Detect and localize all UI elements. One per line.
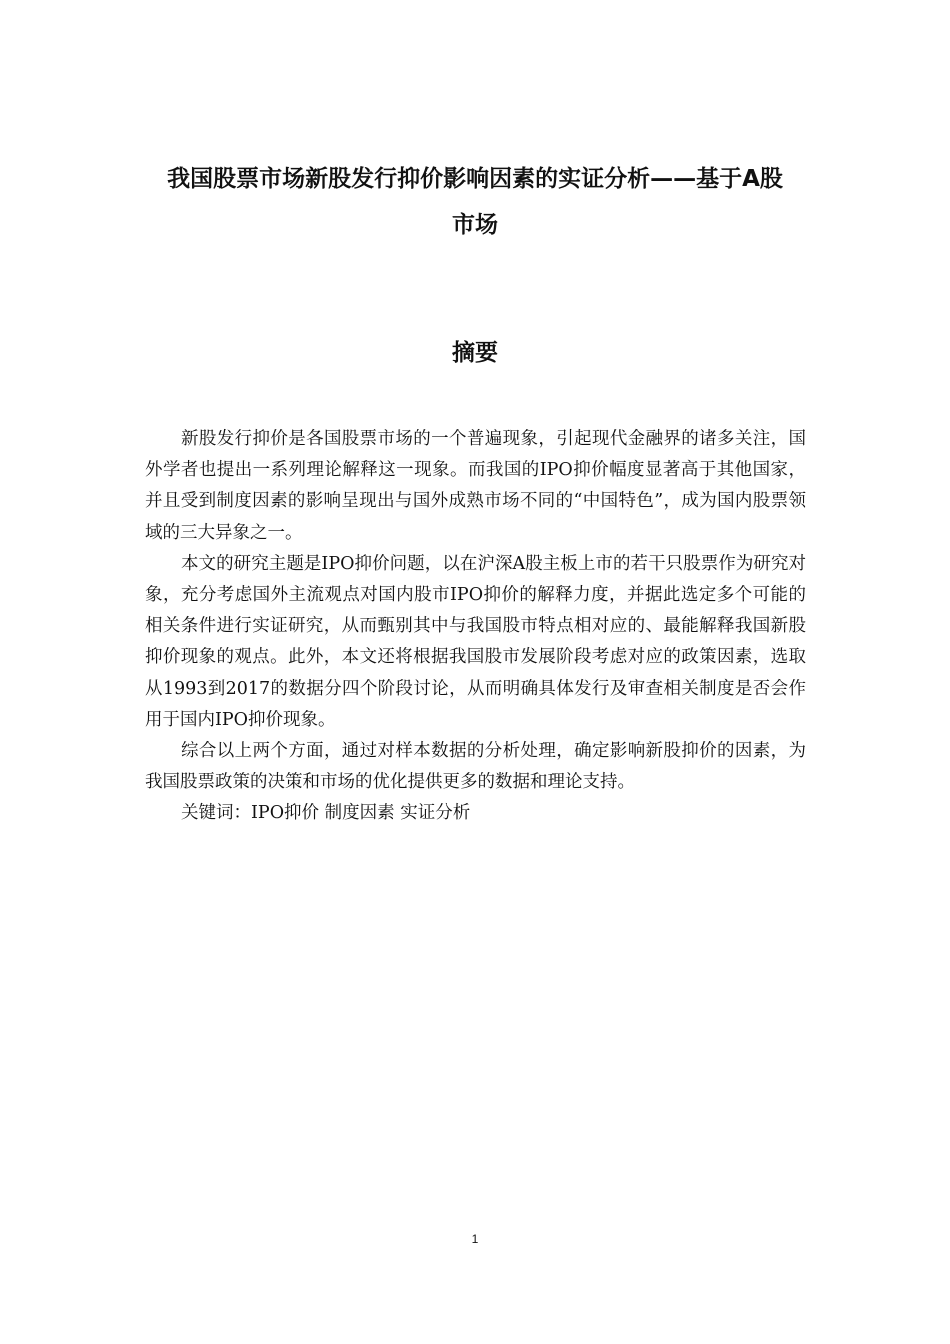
keyword-ipo-underpricing: IPO抑价 [251, 803, 320, 824]
document-title-line-1: 我国股票市场新股发行抑价影响因素的实证分析——基于A股 [167, 166, 783, 192]
abstract-paragraph-2: 本文的研究主题是IPO抑价问题，以在沪深A股主板上市的若干只股票作为研究对象，充分考虑国外主流观点对国内股市IPO抑价的解释力度，并据此选定多个可能的相关条件进行实证研究，从而甄别其中与我国股市特点相对应的、最能解释我国新股抑价现象的观点。此外，本文还将根据我国股市发展阶段考虑对应的政策因素，选取从1993到2017的数据分四个阶段讨论，从而明确具体发行及审查相关制度是否会作用于国内IPO抑价现象。 [145, 553, 806, 730]
abstract-heading: 摘要 [452, 340, 498, 366]
keyword-institutional-factors: 制度因素 [324, 803, 395, 824]
document-title-line-2: 市场 [452, 212, 498, 238]
abstract-paragraph-1: 新股发行抑价是各国股票市场的一个普遍现象，引起现代金融界的诸多关注，国外学者也提出一系列理论解释这一现象。而我国的IPO抑价幅度显著高于其他国家，并且受到制度因素的影响呈现出与国外成熟市场不同的“中国特色”，成为国内股票领域的三大异象之一。 [145, 429, 806, 543]
keywords-label: 关键词： [181, 803, 251, 824]
keywords-line [145, 798, 806, 829]
abstract-body [145, 424, 806, 830]
keyword-empirical-analysis: 实证分析 [400, 803, 471, 824]
page-number: 1 [471, 1232, 479, 1246]
abstract-paragraph-3: 综合以上两个方面，通过对样本数据的分析处理，确定影响新股抑价的因素，为我国股票政策的决策和市场的优化提供更多的数据和理论支持。 [145, 741, 806, 793]
